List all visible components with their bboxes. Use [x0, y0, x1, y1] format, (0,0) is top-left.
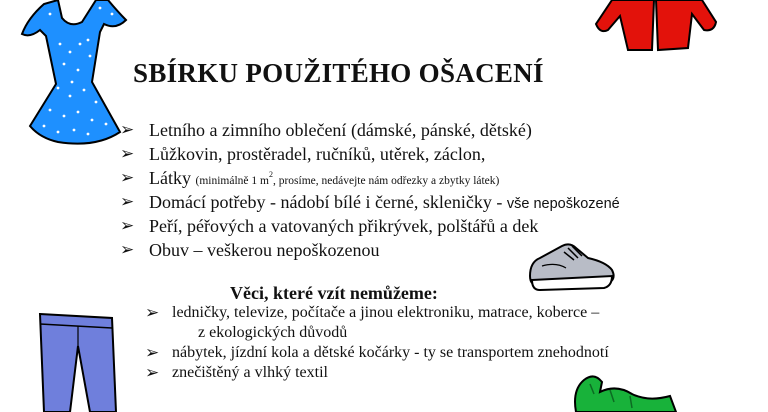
item-note: (minimálně 1 m [195, 175, 269, 187]
item-text: ledničky, televize, počítače a jinou elektroniku, matrace, koberce – [172, 304, 600, 321]
item-text: Letního a zimního oblečení (dámské, pánské, dětské) [149, 120, 532, 140]
arrow-bullet-icon: ➢ [120, 192, 135, 211]
item-text: Látky [149, 168, 191, 188]
item-text-continued: z ekologických důvodů [198, 324, 348, 341]
page-title: SBÍRKU POUŽITÉHO OŠACENÍ [133, 58, 544, 88]
item-text: Domácí potřeby - nádobí bílé i černé, skleničky - [149, 192, 507, 212]
arrow-bullet-icon: ➢ [145, 303, 160, 322]
list-item [120, 118, 620, 142]
item-note: vše nepoškozené [506, 196, 620, 212]
list-item [145, 343, 609, 363]
list-item [120, 166, 620, 190]
list-item [120, 142, 620, 166]
item-text: Obuv – veškerou nepoškozenou [149, 240, 380, 260]
list-item [120, 238, 620, 262]
item-note: , prosíme, nedávejte nám odřezky a zbytky látek) [272, 175, 500, 187]
rejected-section-title: Věci, které vzít nemůžeme: [230, 283, 438, 303]
arrow-bullet-icon: ➢ [120, 120, 135, 139]
arrow-bullet-icon: ➢ [145, 343, 160, 362]
item-text: nábytek, jízdní kola a dětské kočárky - ty se transportem znehodnotí [172, 344, 609, 361]
jeans-icon [32, 312, 124, 412]
list-item [120, 214, 620, 238]
item-text: znečištěný a vlhký textil [172, 364, 328, 381]
arrow-bullet-icon: ➢ [120, 144, 135, 163]
item-text: Peří, péřových a vatovaných přikrývek, polštářů a dek [149, 216, 539, 236]
item-note-superscript: 2 [268, 170, 273, 179]
rejected-items-list [145, 303, 609, 383]
list-item [145, 303, 609, 343]
arrow-bullet-icon: ➢ [145, 363, 160, 382]
arrow-bullet-icon: ➢ [120, 168, 135, 187]
arrow-bullet-icon: ➢ [120, 216, 135, 235]
list-item [145, 363, 609, 383]
item-text: Lůžkovin, prostěradel, ručníků, utěrek, záclon, [149, 144, 486, 164]
arrow-bullet-icon: ➢ [120, 240, 135, 259]
list-item [120, 190, 620, 214]
accepted-items-list [120, 118, 620, 262]
